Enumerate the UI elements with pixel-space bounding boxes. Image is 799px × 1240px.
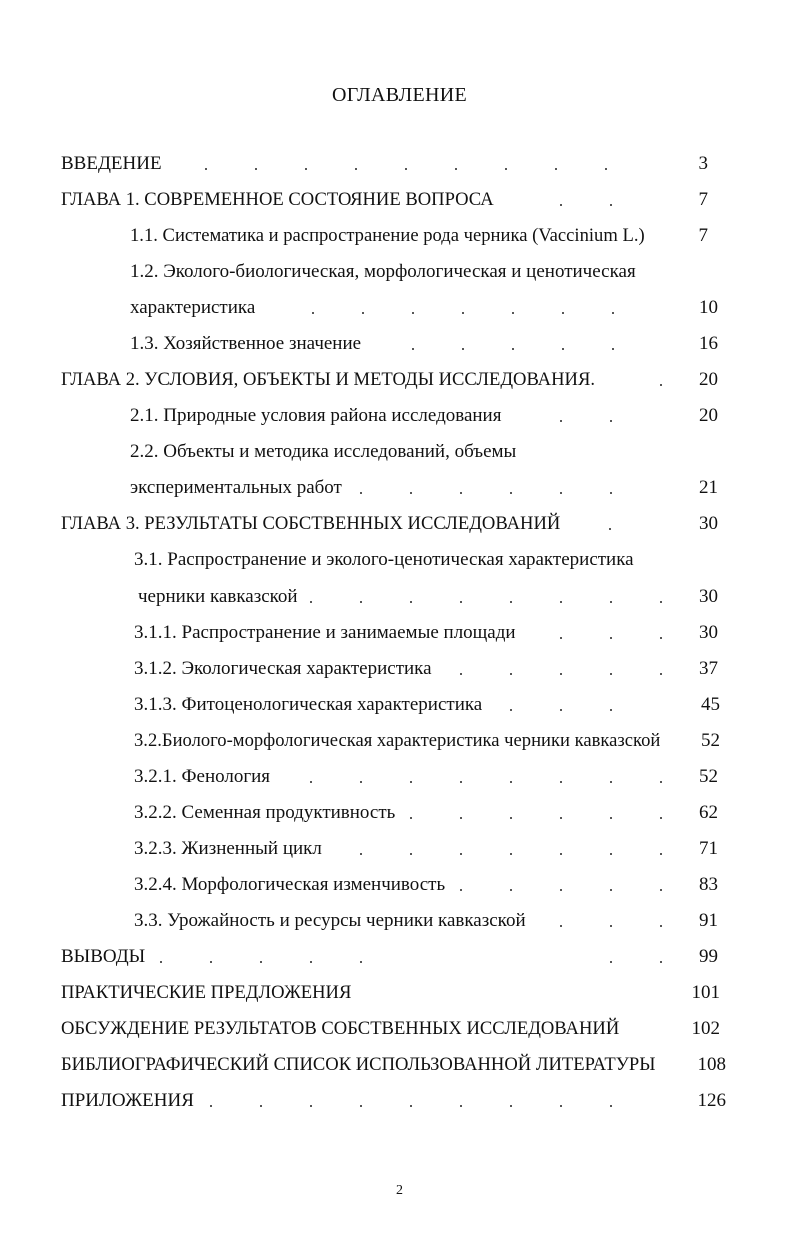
leader-dot (510, 781, 512, 783)
toc-entry[interactable] (0, 146, 799, 182)
toc-entry-page: 52 (701, 730, 720, 751)
leader-dot (510, 817, 512, 819)
leader-dot (610, 853, 612, 855)
leader-dot (360, 781, 362, 783)
toc-entry-text: 3.2.4. Морфологическая изменчивость (134, 874, 446, 895)
leader-dot (460, 601, 462, 603)
leader-dot (610, 817, 612, 819)
leader-dot (505, 168, 507, 170)
toc-entry-page: 71 (699, 838, 718, 859)
leader-dot (610, 1105, 612, 1107)
leader-dot (610, 781, 612, 783)
toc-entry-page: 20 (699, 369, 718, 390)
leader-dot (460, 673, 462, 675)
toc-entry-text: БИБЛИОГРАФИЧЕСКИЙ СПИСОК ИСПОЛЬЗОВАННОЙ ЛИТЕРАТУРЫ (61, 1054, 656, 1075)
toc-entry-text: ГЛАВА 3. РЕЗУЛЬТАТЫ СОБСТВЕННЫХ ИССЛЕДОВАНИЙ (61, 513, 561, 534)
toc-entry[interactable] (0, 470, 799, 506)
leader-dot (610, 925, 612, 927)
leader-dot (610, 709, 612, 711)
toc-title: ОГЛАВЛЕНИЕ (332, 84, 467, 106)
toc-entry[interactable] (0, 939, 799, 975)
leader-dot (462, 348, 464, 350)
leader-dot (410, 492, 412, 494)
toc-entry[interactable] (0, 362, 799, 398)
leader-dot (412, 312, 414, 314)
leader-dot (560, 709, 562, 711)
toc-entry[interactable] (0, 831, 799, 867)
toc-entry-page: 99 (699, 946, 718, 967)
leader-dot (260, 1105, 262, 1107)
toc-entry[interactable] (0, 903, 799, 939)
leader-dot (610, 889, 612, 891)
toc-entry[interactable] (0, 254, 799, 290)
toc-entry-text: 3.1. Распространение и эколого-ценотическая характеристика (134, 549, 634, 570)
leader-dot (605, 168, 607, 170)
toc-entry-text: ГЛАВА 2. УСЛОВИЯ, ОБЪЕКТЫ И МЕТОДЫ ИССЛЕДОВАНИЯ. (61, 369, 596, 390)
toc-entry[interactable] (0, 1083, 799, 1119)
toc-entry[interactable] (0, 759, 799, 795)
toc-entry-text: 3.2.2. Семенная продуктивность (134, 802, 396, 823)
leader-dot (612, 312, 614, 314)
leader-dot (510, 709, 512, 711)
toc-entry-text: характеристика (130, 297, 256, 318)
toc-entry-page: 10 (699, 297, 718, 318)
toc-entry-page: 102 (691, 1018, 720, 1039)
leader-dot (560, 601, 562, 603)
leader-dot (560, 925, 562, 927)
leader-dot (612, 348, 614, 350)
leader-dot (362, 312, 364, 314)
toc-entry-page: 7 (698, 189, 708, 210)
leader-dot (360, 601, 362, 603)
leader-dot (610, 420, 612, 422)
leader-dot (410, 817, 412, 819)
leader-dot (410, 1105, 412, 1107)
toc-entry-text: черники кавказской (138, 586, 298, 607)
toc-entry[interactable] (0, 723, 799, 759)
toc-entry-page: 30 (699, 586, 718, 607)
toc-entry-text: ГЛАВА 1. СОВРЕМЕННОЕ СОСТОЯНИЕ ВОПРОСА (61, 189, 494, 210)
toc-entry[interactable] (0, 579, 799, 615)
leader-dot (460, 781, 462, 783)
toc-entry[interactable] (0, 651, 799, 687)
toc-entry[interactable] (0, 615, 799, 651)
toc-entry-page: 108 (697, 1054, 726, 1075)
leader-dot (560, 781, 562, 783)
leader-dot (360, 853, 362, 855)
leader-dot (610, 492, 612, 494)
toc-entry-text: 2.1. Природные условия района исследования (130, 405, 502, 426)
toc-entry-text: 3.1.2. Экологическая характеристика (134, 658, 432, 679)
leader-dot (560, 637, 562, 639)
leader-dot (310, 781, 312, 783)
toc-entry[interactable] (0, 1011, 799, 1047)
leader-dot (412, 348, 414, 350)
toc-entry-text: 1.3. Хозяйственное значение (130, 333, 362, 354)
leader-dot (310, 601, 312, 603)
leader-dot (460, 817, 462, 819)
toc-entry-page: 101 (691, 982, 720, 1003)
leader-dot (510, 673, 512, 675)
toc-entry-page: 20 (699, 405, 718, 426)
toc-entry[interactable] (0, 290, 799, 326)
toc-entry-page: 45 (701, 694, 720, 715)
leader-dot (610, 961, 612, 963)
leader-dot (555, 168, 557, 170)
leader-dot (610, 601, 612, 603)
leader-dot (410, 781, 412, 783)
leader-dot (560, 204, 562, 206)
leader-dot (510, 1105, 512, 1107)
leader-dot (355, 168, 357, 170)
leader-dot (310, 1105, 312, 1107)
toc-entry-text: 3.1.3. Фитоценологическая характеристика (134, 694, 483, 715)
toc-entry-page: 16 (699, 333, 718, 354)
leader-dot (510, 601, 512, 603)
leader-dot (609, 528, 611, 530)
toc-entry[interactable] (0, 398, 799, 434)
toc-entry-page: 83 (699, 874, 718, 895)
leader-dot (410, 853, 412, 855)
toc-entry-page: 3 (698, 153, 708, 174)
toc-entry-page: 126 (697, 1090, 726, 1111)
toc-entry-text: 3.3. Урожайность и ресурсы черники кавказской (134, 910, 526, 931)
leader-dot (255, 168, 257, 170)
leader-dot (560, 889, 562, 891)
toc-entry[interactable] (0, 542, 799, 578)
leader-dot (560, 420, 562, 422)
toc-entry-text: 1.2. Эколого-биологическая, морфологическая и ценотическая (130, 261, 636, 282)
leader-dot (560, 1105, 562, 1107)
toc-entry-text: ПРАКТИЧЕСКИЕ ПРЕДЛОЖЕНИЯ (61, 982, 352, 1003)
toc-entry-text: 3.2.1. Фенология (134, 766, 271, 787)
leader-dot (560, 492, 562, 494)
leader-dot (610, 673, 612, 675)
toc-entry-text: 2.2. Объекты и методика исследований, объемы (130, 441, 517, 462)
toc-entry-text: ОБСУЖДЕНИЕ РЕЗУЛЬТАТОВ СОБСТВЕННЫХ ИССЛЕДОВАНИЙ (61, 1018, 620, 1039)
leader-dot (610, 637, 612, 639)
leader-dot (560, 673, 562, 675)
toc-entry[interactable] (0, 326, 799, 362)
leader-dot (512, 312, 514, 314)
toc-entry[interactable] (0, 867, 799, 903)
toc-entry-text: ВВЕДЕНИЕ (61, 153, 162, 174)
leader-dot (462, 312, 464, 314)
leader-dot (560, 853, 562, 855)
toc-entry-text: экспериментальных работ (130, 477, 342, 498)
toc-entry[interactable] (0, 1047, 799, 1083)
leader-dot (405, 168, 407, 170)
toc-entry-page: 52 (699, 766, 718, 787)
toc-entry-page: 7 (698, 225, 708, 246)
toc-entry[interactable] (0, 218, 799, 254)
leader-dot (610, 204, 612, 206)
toc-entry-page: 30 (699, 622, 718, 643)
toc-entry-text: 3.2.Биолого-морфологическая характеристика черники кавказской (134, 730, 661, 751)
toc-entry[interactable] (0, 506, 799, 542)
toc-entry[interactable] (0, 182, 799, 218)
leader-dot (560, 817, 562, 819)
toc-entry[interactable] (0, 434, 799, 470)
leader-dot (512, 348, 514, 350)
toc-entry-page: 30 (699, 513, 718, 534)
leader-dot (410, 601, 412, 603)
toc-entry[interactable] (0, 687, 799, 723)
leader-dot (460, 492, 462, 494)
leader-dot (455, 168, 457, 170)
leader-dot (510, 889, 512, 891)
leader-dot (360, 492, 362, 494)
toc-entry-page: 37 (699, 658, 718, 679)
toc-entry-text: 3.2.3. Жизненный цикл (134, 838, 322, 859)
toc-entry-text: 1.1. Систематика и распространение рода черника (Vaccinium L.) (130, 225, 645, 246)
toc-entry[interactable] (0, 975, 799, 1011)
toc-entry-page: 91 (699, 910, 718, 931)
toc-entry-page: 21 (699, 477, 718, 498)
toc-entry-text: ПРИЛОЖЕНИЯ (61, 1090, 194, 1111)
toc-entry-text: 3.1.1. Распространение и занимаемые площади (134, 622, 516, 643)
toc-entry-text: ВЫВОДЫ (61, 946, 146, 967)
leader-dot (562, 348, 564, 350)
leader-dot (460, 853, 462, 855)
page-number: 2 (396, 1183, 403, 1198)
leader-dot (205, 168, 207, 170)
toc-entry-page: 62 (699, 802, 718, 823)
leader-dot (210, 1105, 212, 1107)
leader-dot (312, 312, 314, 314)
leader-dot (562, 312, 564, 314)
leader-dot (510, 492, 512, 494)
leader-dot (460, 889, 462, 891)
leader-dot (510, 853, 512, 855)
toc-entry[interactable] (0, 795, 799, 831)
leader-dot (305, 168, 307, 170)
leader-dot (460, 1105, 462, 1107)
leader-dot (360, 1105, 362, 1107)
